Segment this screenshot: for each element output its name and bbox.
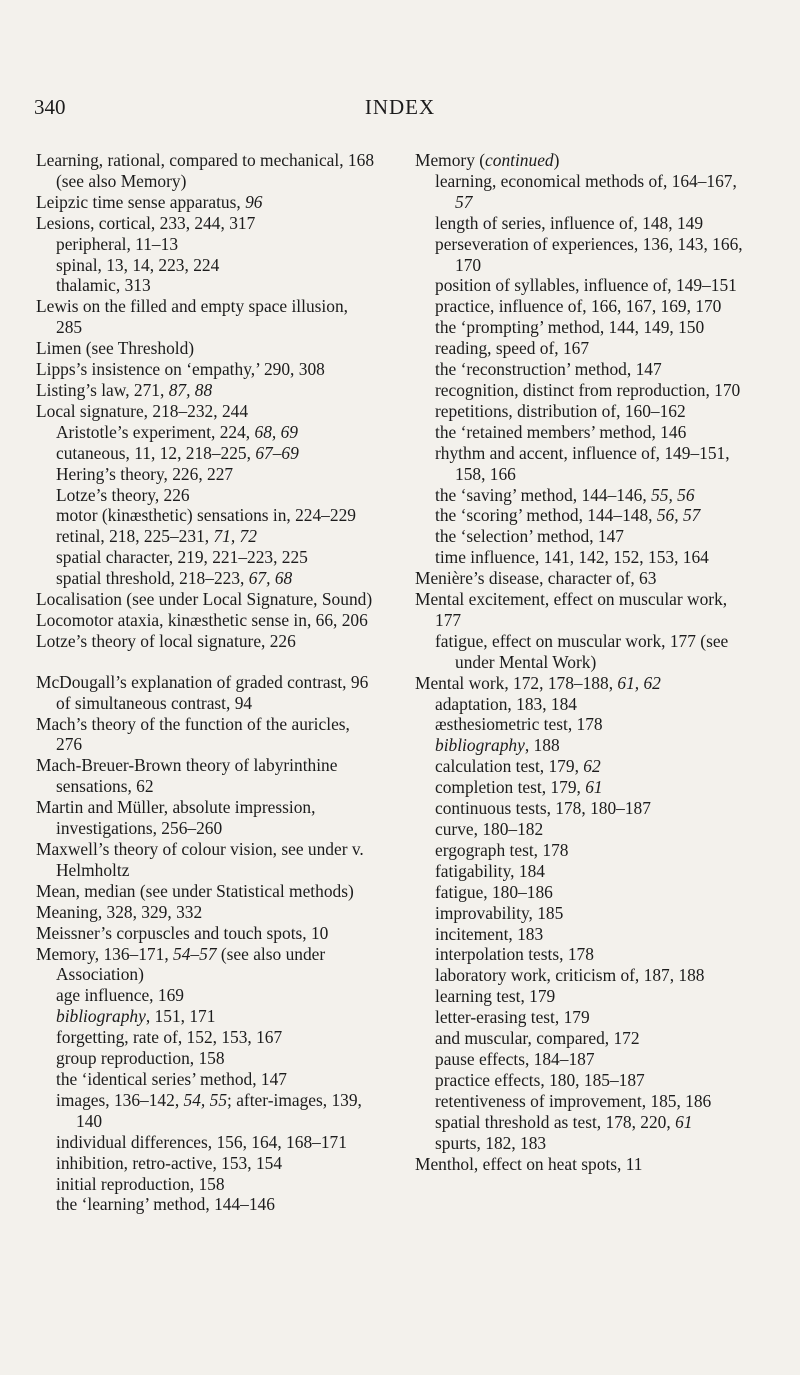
index-subentry: the ‘retained members’ method, 146	[435, 421, 687, 442]
index-subentry: the ‘scoring’ method, 144–148, 56, 57	[435, 505, 701, 526]
index-subentry: improvability, 185	[435, 902, 564, 923]
index-subentry: the ‘learning’ method, 144–146	[56, 1194, 275, 1215]
index-entry: Locomotor ataxia, kinæsthetic sense in, 66, 206	[36, 609, 368, 630]
index-column-left	[36, 150, 376, 1215]
index-subentry: retentiveness of improvement, 185, 186	[435, 1090, 712, 1111]
index-subentry: repetitions, distribution of, 160–162	[435, 400, 686, 421]
index-subentry: rhythm and accent, influence of, 149–151, 158, 166	[435, 442, 730, 484]
index-subentry: completion test, 179, 61	[435, 777, 603, 798]
index-entry: Mach-Breuer-Brown theory of labyrinthine sensations, 62	[36, 755, 338, 797]
index-subentry: æsthesiometric test, 178	[435, 714, 603, 735]
index-subentry: fatigue, effect on muscular work, 177 (see under Mental Work)	[435, 630, 729, 672]
index-subentry: thalamic, 313	[56, 275, 151, 296]
index-entry: Mach’s theory of the function of the auricles, 276	[36, 713, 350, 755]
index-entry: Memory, 136–171, 54–57 (see also under Association)	[36, 943, 326, 985]
index-entry: Lesions, cortical, 233, 244, 317	[36, 212, 256, 233]
index-subentry: the ‘saving’ method, 144–146, 55, 56	[435, 484, 695, 505]
index-subentry: individual differences, 156, 164, 168–171	[56, 1131, 347, 1152]
index-entry: Meaning, 328, 329, 332	[36, 901, 203, 922]
index-subentry: age influence, 169	[56, 985, 184, 1006]
index-subentry: group reproduction, 158	[56, 1048, 225, 1069]
index-subentry: laboratory work, criticism of, 187, 188	[435, 965, 705, 986]
index-subentry: practice effects, 180, 185–187	[435, 1069, 645, 1090]
index-subentry: the ‘identical series’ method, 147	[56, 1068, 287, 1089]
index-subentry: cutaneous, 11, 12, 218–225, 67–69	[56, 442, 299, 463]
index-entry: Lotze’s theory of local signature, 226	[36, 630, 296, 651]
index-entry: Learning, rational, compared to mechanical, 168 (see also Memory)	[36, 150, 375, 191]
index-subentry: spinal, 13, 14, 223, 224	[56, 254, 220, 275]
index-subentry: learning, economical methods of, 164–167, 57	[435, 170, 737, 212]
index-subentry: practice, influence of, 166, 167, 169, 170	[435, 296, 722, 317]
index-subentry: the ‘reconstruction’ method, 147	[435, 359, 662, 380]
index-subentry: forgetting, rate of, 152, 153, 167	[56, 1027, 283, 1048]
index-subentry: incitement, 183	[435, 923, 544, 944]
index-subentry: learning test, 179	[435, 986, 556, 1007]
index-subentry: length of series, influence of, 148, 149	[435, 212, 704, 233]
continued-heading: Memory (continued)	[415, 150, 560, 170]
index-subentry: spatial threshold, 218–223, 67, 68	[56, 568, 293, 589]
index-subentry: spurts, 182, 183	[435, 1132, 547, 1153]
index-entry: Leipzic time sense apparatus, 96	[36, 191, 263, 212]
index-subentry: perseveration of experiences, 136, 143, 166, 170	[435, 233, 743, 275]
index-subentry: recognition, distinct from reproduction, 170	[435, 379, 741, 400]
page-number: 340	[34, 95, 66, 119]
index-entry: Menière’s disease, character of, 63	[415, 568, 657, 589]
index-subentry: motor (kinæsthetic) sensations in, 224–229	[56, 505, 356, 526]
index-subentry: ergograph test, 178	[435, 839, 569, 860]
index-entry: Limen (see Threshold)	[36, 338, 195, 359]
index-entry: Localisation (see under Local Signature, Sound)	[36, 589, 373, 610]
index-subentry: letter-erasing test, 179	[435, 1007, 590, 1028]
index-subentry: curve, 180–182	[435, 819, 544, 839]
index-subentry: and muscular, compared, 172	[435, 1028, 640, 1049]
index-subentry: Hering’s theory, 226, 227	[56, 463, 234, 484]
index-subentry: interpolation tests, 178	[435, 944, 594, 965]
index-subentry: bibliography, 151, 171	[56, 1006, 216, 1027]
index-subentry: of simultaneous contrast, 94	[56, 692, 253, 713]
index-subentry: fatigue, 180–186	[435, 881, 553, 902]
section-gap	[36, 652, 376, 672]
index-subentry: peripheral, 11–13	[56, 233, 179, 254]
index-entry: Local signature, 218–232, 244	[36, 400, 249, 421]
index-subentry: pause effects, 184–187	[435, 1048, 595, 1069]
index-entry: McDougall’s explanation of graded contrast, 96	[36, 671, 369, 692]
index-entry: Mental work, 172, 178–188, 61, 62	[415, 672, 661, 693]
index-entry: Meissner’s corpuscles and touch spots, 10	[36, 922, 329, 943]
index-entry: Mental excitement, effect on muscular work, 177	[415, 589, 728, 630]
index-subentry: reading, speed of, 167	[435, 338, 590, 359]
index-subentry: the ‘selection’ method, 147	[435, 526, 624, 547]
index-subentry: the ‘prompting’ method, 144, 149, 150	[435, 317, 705, 338]
index-subentry: inhibition, retro-active, 153, 154	[56, 1152, 283, 1173]
index-entry: Mean, median (see under Statistical methods)	[36, 880, 354, 901]
index-subentry: Aristotle’s experiment, 224, 68, 69	[56, 421, 298, 442]
index-entry: Listing’s law, 271, 87, 88	[36, 379, 213, 400]
running-head: INDEX	[364, 95, 436, 119]
index-entry: Lipps’s insistence on ‘empathy,’ 290, 308	[36, 359, 325, 380]
index-subentry: spatial threshold as test, 178, 220, 61	[435, 1111, 693, 1132]
index-subentry: position of syllables, influence of, 149–151	[435, 275, 737, 296]
index-subentry: bibliography, 188	[435, 735, 560, 756]
index-column-right	[415, 150, 755, 1174]
index-subentry: spatial character, 219, 221–223, 225	[56, 547, 308, 568]
index-subentry: adaptation, 183, 184	[435, 693, 577, 714]
index-entry: Maxwell’s theory of colour vision, see under v. Helmholtz	[36, 839, 364, 880]
index-entry: Lewis on the filled and empty space illusion, 285	[36, 296, 348, 338]
index-subentry: calculation test, 179, 62	[435, 756, 601, 777]
index-subentry: initial reproduction, 158	[56, 1173, 225, 1194]
index-subentry: continuous tests, 178, 180–187	[435, 798, 651, 819]
index-entry: Martin and Müller, absolute impression, investigations, 256–260	[36, 797, 316, 839]
index-subentry: Lotze’s theory, 226	[56, 484, 190, 505]
page-header	[28, 95, 772, 125]
index-entry: Menthol, effect on heat spots, 11	[415, 1153, 643, 1174]
index-subentry: time influence, 141, 142, 152, 153, 164	[435, 547, 709, 568]
index-subentry: retinal, 218, 225–231, 71, 72	[56, 526, 257, 547]
index-subentry: images, 136–142, 54, 55; after-images, 139, 140	[56, 1089, 362, 1131]
index-subentry: fatigability, 184	[435, 860, 545, 881]
